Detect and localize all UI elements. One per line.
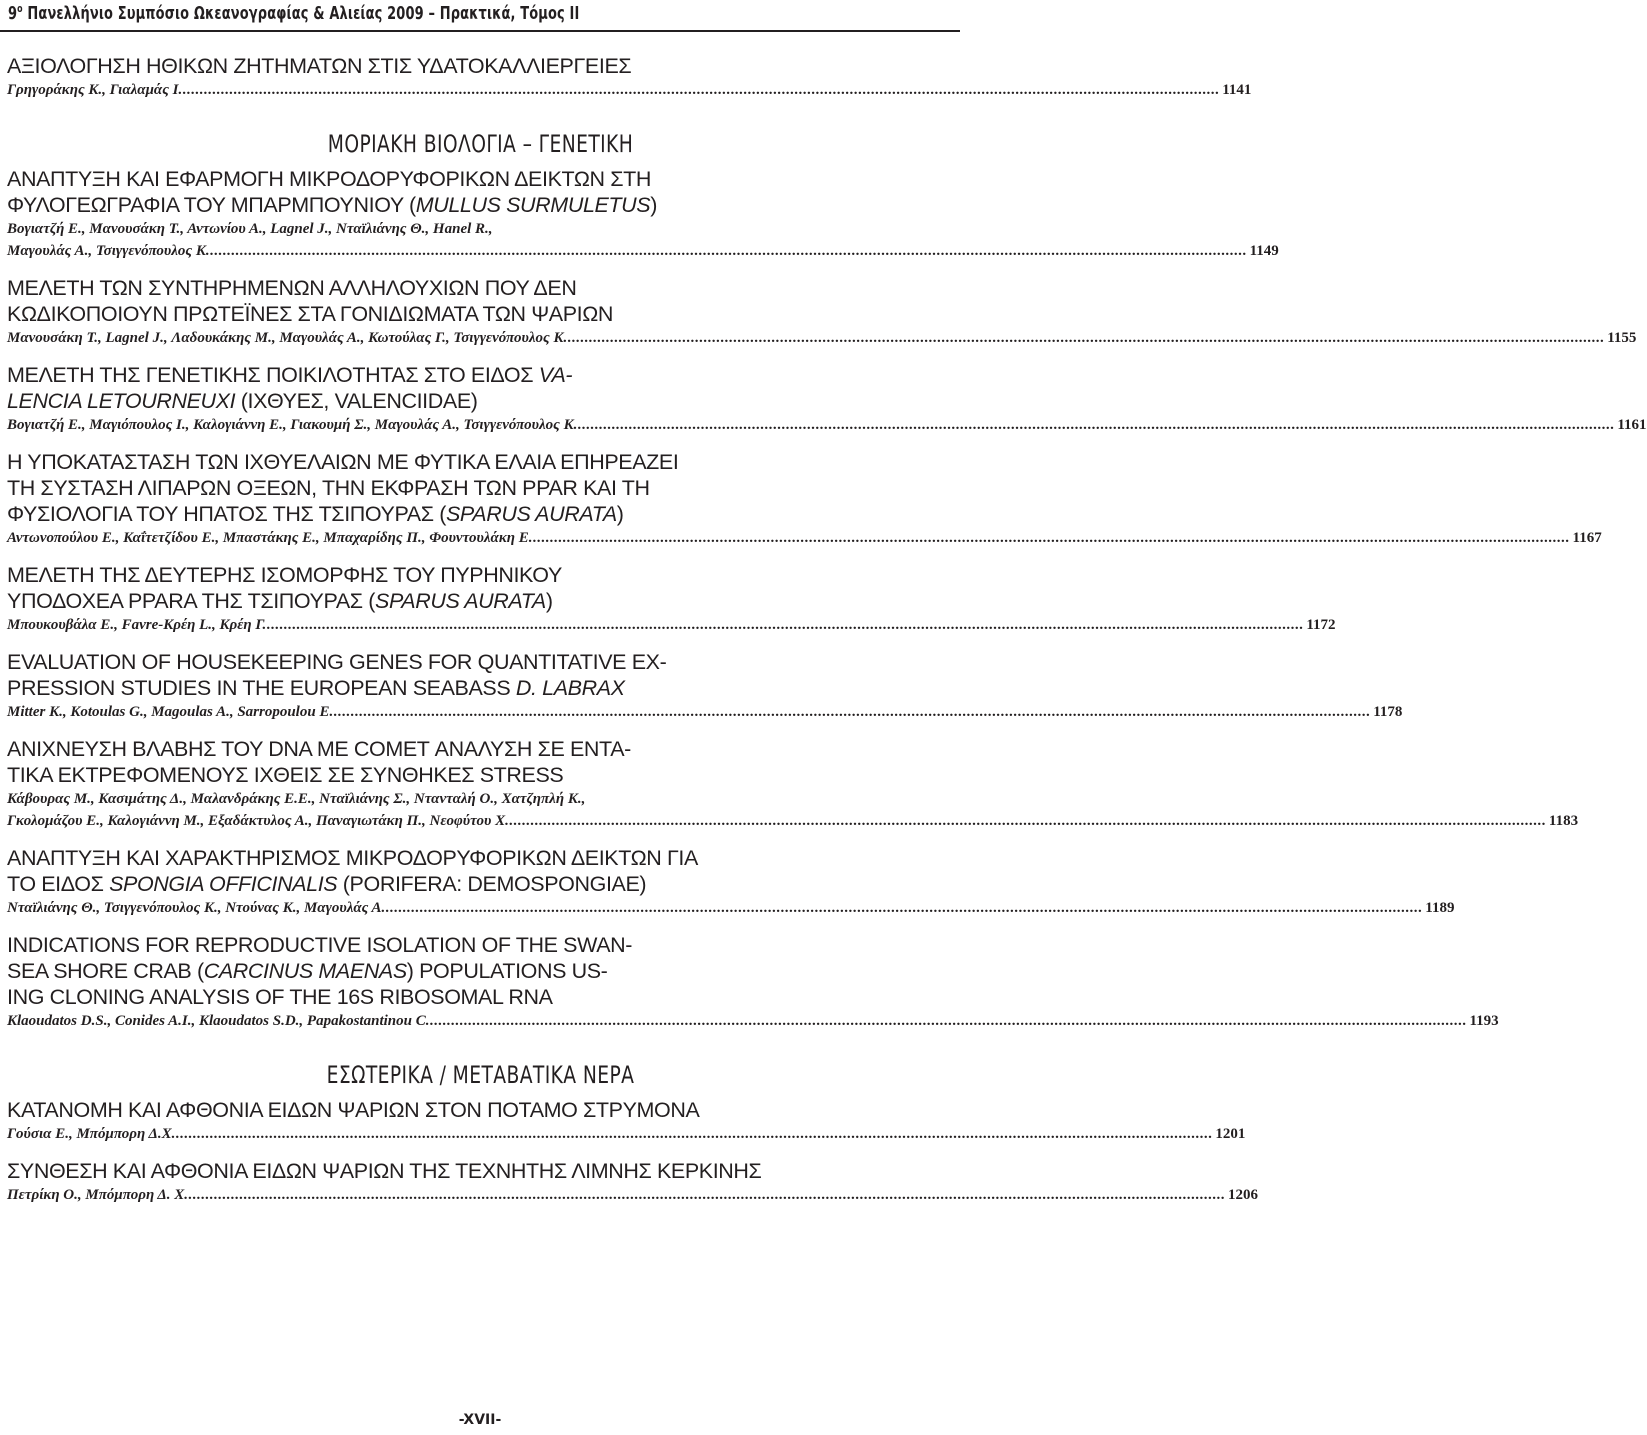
entry-title: ΑΝΑΠΤΥΞΗ ΚΑΙ ΧΑΡΑΚΤΗΡΙΣΜΟΣ ΜΙΚΡΟΔΟΡΥΦΟΡΙΚΩΝ ΔΕΙΚΤΩΝ ΓΙΑ ΤΟ ΕΙΔΟΣ SPONGIA OFFICINALIS (PORIFERA: DEMOSPONGIAE) <box>7 846 698 896</box>
header-rule <box>0 30 960 32</box>
entry-authors: Γκολομάζου Ε., Καλογιάννη Μ., Εξαδάκτυλος Α., Παναγιωτάκη Π., Νεοφύτου Χ. .................................................................................................................................................................................................................................................... 1183 <box>7 810 954 832</box>
entry-authors: Πετρίκη Ο., Μπόμπορη Δ. Χ. .................................................................................................................................................................................................................................................... 1206 <box>7 1184 954 1206</box>
toc-entry <box>7 845 1455 919</box>
toc-entry <box>7 362 1647 436</box>
page-number: 1189 <box>1425 900 1455 916</box>
entry-title: ΜΕΛΕΤΗ ΤΗΣ ΔΕΥΤΕΡΗΣ ΙΣΟΜΟΡΦΗΣ ΤΟΥ ΠΥΡΗΝΙΚΟΥ ΥΠΟΔΟΧΕΑ PPARA ΤΗΣ ΤΣΙΠΟΥΡΑΣ (SPARUS AURATA) <box>7 563 562 613</box>
entry-authors: Γρηγοράκης Κ., Γιαλαμάς Ι. .................................................................................................................................................................................................................................................... 1141 <box>7 79 954 101</box>
page-number: 1172 <box>1306 617 1336 633</box>
entry-authors: Μπουκουβάλα Ε., Favre-Κρέη L., Κρέη Γ. .................................................................................................................................................................................................................................................... 1172 <box>7 614 954 636</box>
page-number: 1193 <box>1469 1013 1499 1029</box>
entry-authors: Βογιατζή Ε., Μαγιόπουλος Ι., Καλογιάννη Ε., Γιακουμή Σ., Μαγουλάς Α., Τσιγγενόπουλος Κ. .................................................................................................................................................................................................................................................... 1161 <box>7 414 954 436</box>
page-footer: -XVII- <box>458 1412 502 1428</box>
toc-entry <box>7 449 1602 549</box>
page-number: 1155 <box>1607 330 1637 346</box>
page-number: 1183 <box>1548 813 1579 829</box>
page-number: 1161 <box>1617 417 1647 433</box>
page-number: 1149 <box>1249 243 1279 259</box>
entry-title: ΑΝΑΠΤΥΞΗ ΚΑΙ ΕΦΑΡΜΟΓΗ ΜΙΚΡΟΔΟΡΥΦΟΡΙΚΩΝ ΔΕΙΚΤΩΝ ΣΤΗ ΦΥΛΟΓΕΩΓΡΑΦΙΑ ΤΟΥ ΜΠΑΡΜΠΟΥΝΙΟΥ (MULLUS SURMULETUS) <box>7 167 658 217</box>
toc-entry <box>7 53 1252 101</box>
toc-entry <box>7 1097 1246 1145</box>
page-number: 1201 <box>1215 1126 1246 1142</box>
entry-authors: Κάβουρας Μ., Κασιμάτης Δ., Μαλανδράκης Ε.Ε., Νταϊλιάνης Σ., Ντανταλή Ο., Χατζηπλή Κ., <box>7 791 586 807</box>
entry-title: EVALUATION OF HOUSEKEEPING GENES FOR QUANTITATIVE EX- PRESSION STUDIES IN THE EUROPEAN SEABASS D. LABRAX <box>7 650 667 700</box>
entry-title: ΜΕΛΕΤΗ ΤΩΝ ΣΥΝΤΗΡΗΜΕΝΩΝ ΑΛΛΗΛΟΥΧΙΩΝ ΠΟΥ ΔΕΝ ΚΩΔΙΚΟΠΟΙΟΥΝ ΠΡΩΤΕΪΝΕΣ ΣΤΑ ΓΟΝΙΔΙΩΜΑΤΑ ΤΩΝ ΨΑΡΙΩΝ <box>7 276 614 326</box>
entry-authors: Γούσια Ε., Μπόμπορη Δ.Χ. .................................................................................................................................................................................................................................................... 1201 <box>7 1123 954 1145</box>
toc-entry <box>7 166 1279 262</box>
entry-title: Η ΥΠΟΚΑΤΑΣΤΑΣΗ ΤΩΝ ΙΧΘΥΕΛΑΙΩΝ ΜΕ ΦΥΤΙΚΑ ΕΛΑΙΑ ΕΠΗΡΕΑΖΕΙ ΤΗ ΣΥΣΤΑΣΗ ΛΙΠΑΡΩΝ ΟΞΕΩΝ, ΤΗΝ ΕΚΦΡΑΣΗ ΤΩΝ PPAR ΚΑΙ ΤΗ ΦΥΣΙΟΛΟΓΙΑ ΤΟΥ ΗΠΑΤΟΣ ΤΗΣ ΤΣΙΠΟΥΡΑΣ (SPARUS AURATA) <box>7 450 679 526</box>
entry-title: ΑΝΙΧΝΕΥΣΗ ΒΛΑΒΗΣ ΤΟΥ DNA ΜΕ COMET ΑΝΑΛΥΣΗ ΣΕ ΕΝΤΑ- ΤΙΚΑ ΕΚΤΡΕΦΟΜΕΝΟΥΣ ΙΧΘΕΙΣ ΣΕ ΣΥΝΘΗΚΕΣ STRESS <box>7 737 631 787</box>
toc-entry <box>7 932 1499 1032</box>
toc-entry <box>7 649 1403 723</box>
toc-entry <box>7 562 1336 636</box>
page-number: 1167 <box>1572 530 1602 546</box>
entry-authors: Μαγουλάς Α., Τσιγγενόπουλος Κ. .................................................................................................................................................................................................................................................... 1149 <box>7 240 954 262</box>
toc-entry <box>7 736 1579 832</box>
entry-authors: Νταϊλιάνης Θ., Τσιγγενόπουλος Κ., Ντούνας Κ., Μαγουλάς Α. .................................................................................................................................................................................................................................................... 1189 <box>7 897 954 919</box>
entry-title: ΚΑΤΑΝΟΜΗ ΚΑΙ ΑΦΘΟΝΙΑ ΕΙΔΩΝ ΨΑΡΙΩΝ ΣΤΟΝ ΠΟΤΑΜΟ ΣΤΡΥΜΟΝΑ <box>7 1098 700 1122</box>
entry-title: ΑΞΙΟΛΟΓΗΣΗ ΗΘΙΚΩΝ ΖΗΤΗΜΑΤΩΝ ΣΤΙΣ ΥΔΑΤΟΚΑΛΛΙΕΡΓΕΙΕΣ <box>7 54 632 78</box>
page-number: 1206 <box>1228 1187 1259 1203</box>
section-heading: ΜΟΡΙΑΚΗ ΒΙΟΛΟΓΙΑ – ΓΕΝΕΤΙΚΗ <box>327 130 634 158</box>
entry-authors: Βογιατζή Ε., Μανουσάκη Τ., Αντωνίου Α., Lagnel J., Νταϊλιάνης Θ., Hanel R., <box>7 221 493 237</box>
section-heading: ΕΣΩΤΕΡΙΚΑ / ΜΕΤΑΒΑΤΙΚΑ ΝΕΡΑ <box>326 1061 635 1089</box>
toc <box>7 53 1647 1219</box>
running-header: $9^o$ Πανελλήνιο Συμπόσιο Ωκεανογραφίας & Αλιείας 2009 – Πρακτικά, Τόμος II <box>8 2 580 24</box>
toc-entry <box>7 1158 1259 1206</box>
entry-authors: Αντωνοπούλου Ε., Καΐτετζίδου Ε., Μπαστάκης Ε., Μπαχαρίδης Π., Φουντουλάκη Ε. .................................................................................................................................................................................................................................................... 1167 <box>7 527 954 549</box>
entry-title: ΜΕΛΕΤΗ ΤΗΣ ΓΕΝΕΤΙΚΗΣ ΠΟΙΚΙΛΟΤΗΤΑΣ ΣΤΟ ΕΙΔΟΣ VA- LENCIA LETOURNEUXI (ΙΧΘΥΕΣ, VALENCIIDAE) <box>7 363 573 413</box>
entry-authors: Mitter K., Kotoulas G., Magoulas A., Sarropoulou E. .................................................................................................................................................................................................................................................... 1178 <box>7 701 954 723</box>
entry-title: ΣΥΝΘΕΣΗ ΚΑΙ ΑΦΘΟΝΙΑ ΕΙΔΩΝ ΨΑΡΙΩΝ ΤΗΣ ΤΕΧΝΗΤΗΣ ΛΙΜΝΗΣ ΚΕΡΚΙΝΗΣ <box>7 1159 762 1183</box>
entry-authors: Μανουσάκη Τ., Lagnel J., Λαδουκάκης Μ., Μαγουλάς Α., Κωτούλας Γ., Τσιγγενόπουλος Κ. .................................................................................................................................................................................................................................................... 1155 <box>7 327 954 349</box>
page-number: 1141 <box>1222 82 1252 98</box>
entry-title: INDICATIONS FOR REPRODUCTIVE ISOLATION OF THE SWAN- SEA SHORE CRAB (CARCINUS MAENAS) POPULATIONS US- ING CLONING ANALYSIS OF THE 16S RIBOSOMAL RNA <box>7 933 633 1009</box>
toc-entry <box>7 275 1637 349</box>
entry-authors: Klaoudatos D.S., Conides A.I., Klaoudatos S.D., Papakostantinou C. .................................................................................................................................................................................................................................................... 1193 <box>7 1010 954 1032</box>
page-number: 1178 <box>1373 704 1403 720</box>
